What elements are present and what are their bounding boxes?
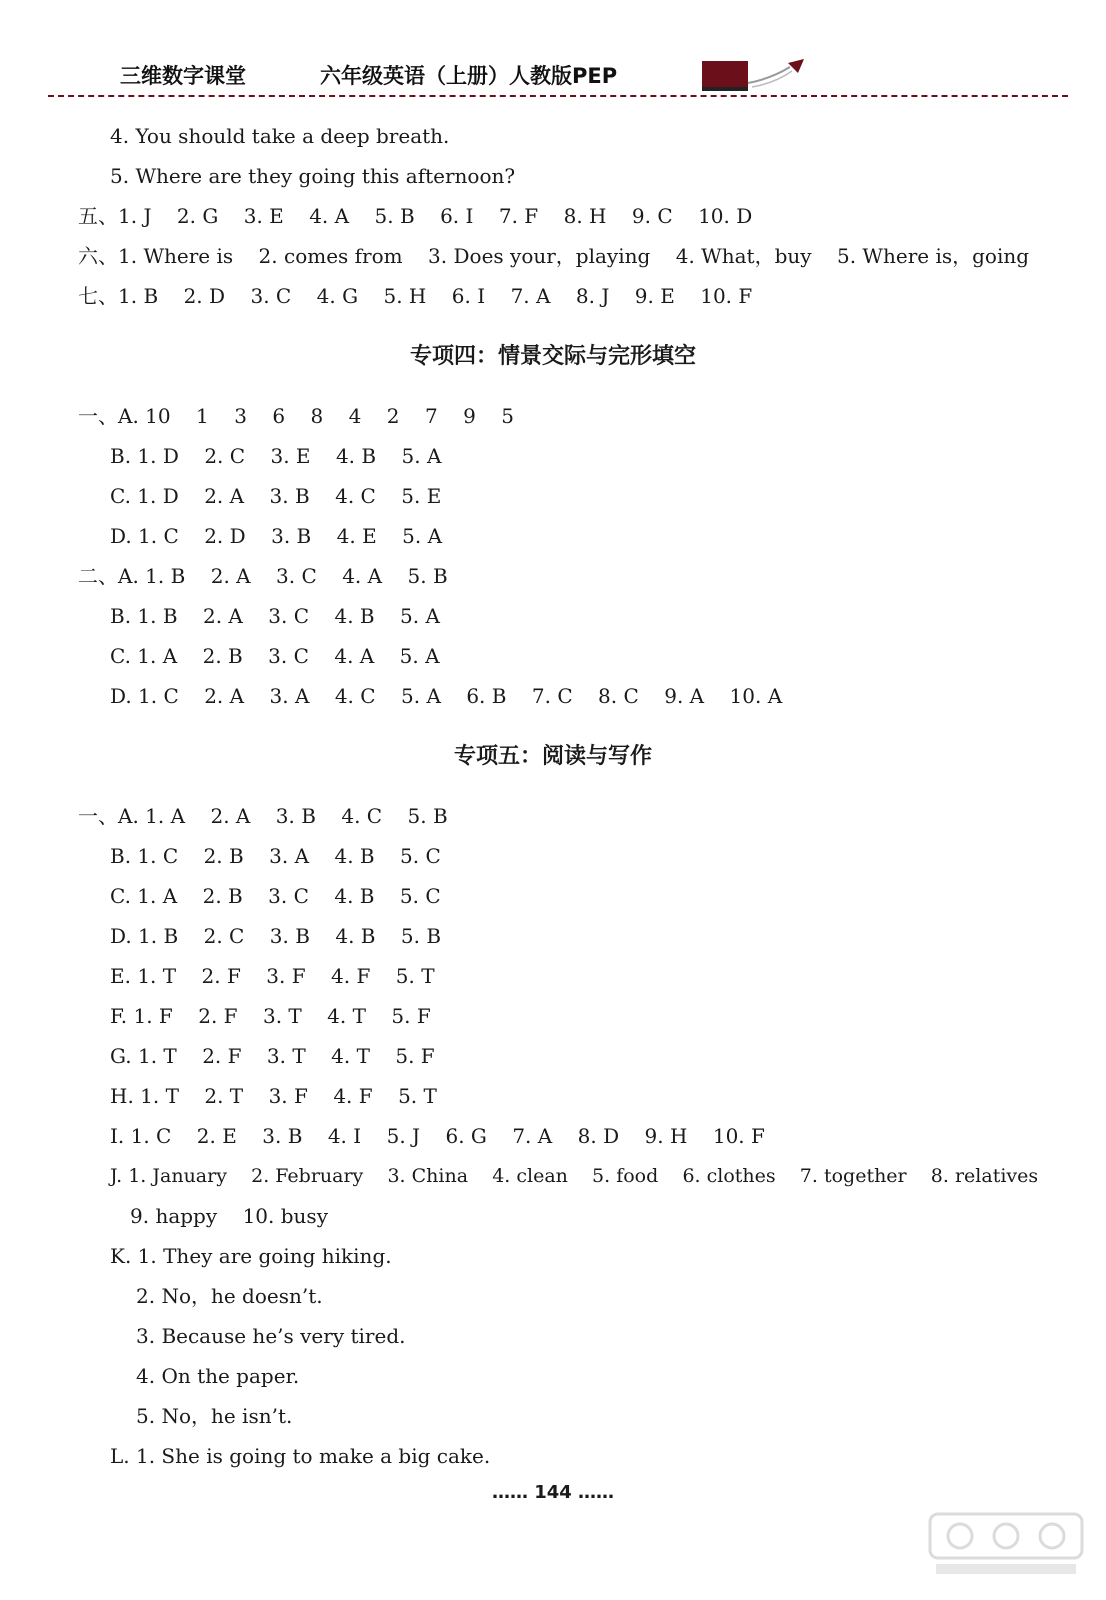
answer-line: B. 1. D 2. C 3. E 4. B 5. A xyxy=(110,444,442,468)
answer-line: 2. No，he doesn’t. xyxy=(136,1284,323,1308)
answer-line: 5. Where are they going this afternoon? xyxy=(110,164,516,188)
answer-line: 五、1. J 2. G 3. E 4. A 5. B 6. I 7. F 8. H 9. C 10. D xyxy=(78,204,753,228)
watermark-logo xyxy=(926,1510,1086,1580)
answer-line: J. 1. January 2. February 3. China 4. clean 5. food 6. clothes 7. together 8. relatives xyxy=(110,1165,1039,1187)
answer-line: 二、A. 1. B 2. A 3. C 4. A 5. B xyxy=(78,564,448,588)
answer-line: 5. No，he isn’t. xyxy=(136,1404,293,1428)
answer-line: C. 1. A 2. B 3. C 4. B 5. C xyxy=(110,884,441,908)
header-brand: 三维数字课堂 xyxy=(120,64,246,88)
answer-line: 七、1. B 2. D 3. C 4. G 5. H 6. I 7. A 8. J 9. E 10. F xyxy=(78,284,753,308)
answer-line: B. 1. B 2. A 3. C 4. B 5. A xyxy=(110,604,440,628)
answer-line: B. 1. C 2. B 3. A 4. B 5. C xyxy=(110,844,441,868)
answer-line: 3. Because he’s very tired. xyxy=(136,1324,406,1348)
answer-line: F. 1. F 2. F 3. T 4. T 5. F xyxy=(110,1004,431,1028)
answer-line: L. 1. She is going to make a big cake. xyxy=(110,1444,491,1468)
answer-line: E. 1. T 2. F 3. F 4. F 5. T xyxy=(110,964,435,988)
answer-line: 9. happy 10. busy xyxy=(130,1204,328,1228)
header-divider xyxy=(48,95,1068,97)
answer-line: H. 1. T 2. T 3. F 4. F 5. T xyxy=(110,1084,437,1108)
page-number: …… 144 …… xyxy=(491,1482,615,1503)
answer-line: 4. On the paper. xyxy=(136,1364,300,1388)
answer-line: 一、A. 1. A 2. A 3. B 4. C 5. B xyxy=(78,804,448,828)
answer-line: 六、1. Where is 2. comes from 3. Does your，playing 4. What，buy 5. Where is，going xyxy=(78,244,1030,268)
answer-line: D. 1. B 2. C 3. B 4. B 5. B xyxy=(110,924,442,948)
section-heading: 专项五：阅读与写作 xyxy=(453,744,652,769)
header-title: 六年级英语（上册）人教版PEP xyxy=(320,64,618,88)
page-header xyxy=(0,0,1106,100)
answer-line: 4. You should take a deep breath. xyxy=(110,124,450,148)
answer-line: D. 1. C 2. A 3. A 4. C 5. A 6. B 7. C 8. C 9. A 10. A xyxy=(110,684,783,708)
answer-line: I. 1. C 2. E 3. B 4. I 5. J 6. G 7. A 8. D 9. H 10. F xyxy=(110,1124,765,1148)
answer-line: K. 1. They are going hiking. xyxy=(110,1244,392,1268)
rocket-book-icon xyxy=(700,57,810,95)
section-heading: 专项四：情景交际与完形填空 xyxy=(409,344,696,369)
answer-line: G. 1. T 2. F 3. T 4. T 5. F xyxy=(110,1044,435,1068)
answer-line: C. 1. A 2. B 3. C 4. A 5. A xyxy=(110,644,440,668)
answer-line: 一、A. 10 1 3 6 8 4 2 7 9 5 xyxy=(78,404,514,428)
answer-line: D. 1. C 2. D 3. B 4. E 5. A xyxy=(110,524,443,548)
answer-line: C. 1. D 2. A 3. B 4. C 5. E xyxy=(110,484,442,508)
